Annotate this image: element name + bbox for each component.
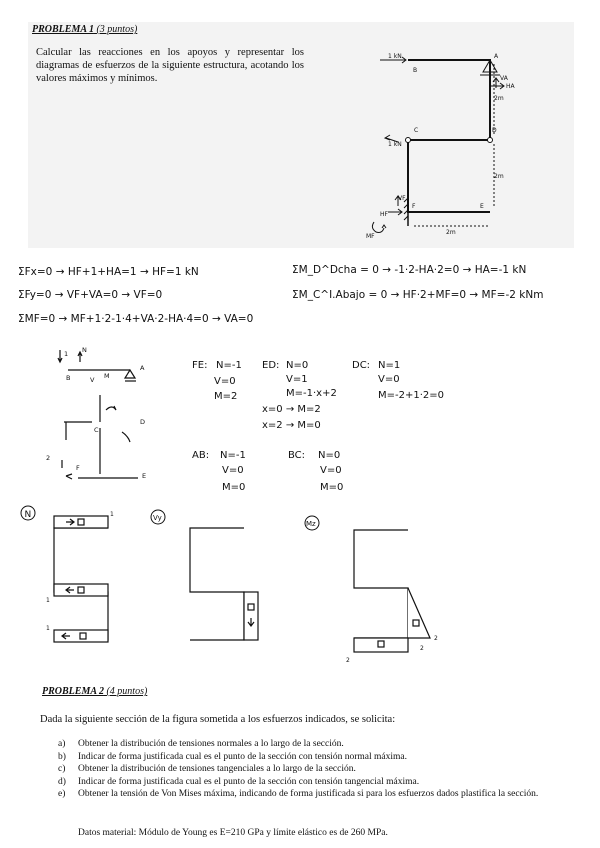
diagram-Mz-value-3: 2 bbox=[420, 645, 424, 652]
fbd-label-A: A bbox=[140, 364, 145, 372]
fbd-label-F: F bbox=[76, 464, 80, 472]
fbd-label-B: B bbox=[66, 374, 71, 382]
fbd-label-C: C bbox=[94, 426, 99, 434]
free-body-diagram bbox=[58, 350, 138, 479]
seg-AB-V: V=0 bbox=[222, 465, 244, 476]
reaction-MF: MF bbox=[366, 233, 375, 240]
problem1-statement: Calcular las reacciones en los apoyos y representar los diagramas de esfuerzos de la siguiente estructura, acotando los valores máximos y mínimos. bbox=[36, 47, 304, 84]
load-1: 1 kN bbox=[388, 53, 402, 60]
reaction-VA: VA bbox=[500, 75, 508, 82]
node-E: E bbox=[480, 203, 484, 210]
diagram-N-value-1: 1 bbox=[110, 511, 114, 518]
eq-md: ΣM_D^Dcha = 0 → -1·2-HA·2=0 → HA=-1 kN bbox=[292, 264, 527, 276]
diagram-N-label: N bbox=[24, 510, 32, 520]
diagram-Mz-value-1: 2 bbox=[434, 635, 438, 642]
seg-FE-name: FE: bbox=[192, 360, 208, 371]
fbd-label-V: V bbox=[90, 376, 95, 384]
seg-BC-N: N=0 bbox=[318, 450, 341, 461]
fbd-label-D: D bbox=[140, 418, 146, 426]
seg-ED-N: N=0 bbox=[286, 360, 309, 371]
seg-ED-M: M=-1·x+2 bbox=[286, 388, 337, 399]
node-B: B bbox=[413, 67, 418, 74]
diagram-N-value-2: 1 bbox=[46, 597, 50, 604]
dim-2: 2m bbox=[494, 173, 504, 180]
dim-1: 2m bbox=[494, 95, 504, 102]
load-2: 1 kN bbox=[388, 141, 402, 148]
task-letter: a) bbox=[58, 739, 66, 749]
seg-AB-name: AB: bbox=[192, 450, 210, 461]
diagram-Mz-value-2: 2 bbox=[346, 657, 350, 664]
seg-ED-V: V=1 bbox=[286, 374, 308, 385]
diagram-Vy bbox=[151, 510, 258, 640]
node-F: F bbox=[412, 203, 416, 210]
task-text: Obtener la tensión de Von Mises máxima, indicando de forma justificada si para los esfuerzos dados plastifica la sección. bbox=[78, 789, 539, 799]
task-text: Obtener la distribución de tensiones normales a lo largo de la sección. bbox=[78, 739, 344, 749]
seg-ED-name: ED: bbox=[262, 360, 280, 371]
problem1-title: PROBLEMA 1 bbox=[32, 24, 94, 35]
task-letter: d) bbox=[58, 776, 66, 787]
seg-DC-V: V=0 bbox=[378, 374, 400, 385]
reaction-HF: HF bbox=[380, 211, 388, 218]
task-letter: c) bbox=[58, 764, 66, 774]
task-letter: b) bbox=[58, 751, 66, 762]
task-text: Obtener la distribución de tensiones tangenciales a lo largo de la sección. bbox=[78, 764, 356, 774]
seg-FE-N: N=-1 bbox=[216, 360, 242, 371]
problem2-points: (4 puntos) bbox=[106, 686, 148, 697]
fbd-label-2: 2 bbox=[46, 454, 51, 462]
task-item bbox=[58, 751, 578, 764]
diagram-Mz bbox=[305, 516, 438, 664]
seg-DC-name: DC: bbox=[352, 360, 371, 371]
seg-BC-V: V=0 bbox=[320, 465, 342, 476]
fbd-label-M: M bbox=[104, 372, 110, 380]
seg-AB-M: M=0 bbox=[222, 482, 246, 493]
node-A: A bbox=[494, 53, 499, 60]
problem2-statement: Dada la siguiente sección de la figura sometida a los esfuerzos indicados, se solicita: bbox=[40, 714, 396, 725]
task-item bbox=[58, 763, 578, 776]
fbd-label-E: E bbox=[142, 472, 147, 480]
node-D: D bbox=[492, 127, 497, 134]
diagram-Mz-label: Mz bbox=[306, 520, 316, 528]
seg-ED-x0: x=0 → M=2 bbox=[262, 404, 321, 415]
diagram-Vy-label: Vy bbox=[153, 514, 162, 522]
eq-mc: ΣM_C^I.Abajo = 0 → HF·2+MF=0 → MF=-2 kNm bbox=[292, 289, 544, 301]
task-text: Indicar de forma justificada cual es el punto de la sección con tensión normal máxima. bbox=[78, 751, 407, 762]
problem2-title: PROBLEMA 2 bbox=[42, 686, 104, 697]
seg-DC-M: M=-2+1·2=0 bbox=[378, 390, 445, 401]
task-item bbox=[58, 788, 578, 801]
task-item bbox=[58, 776, 578, 789]
material-data: Datos material: Módulo de Young es E=210 GPa y límite elástico es de 260 MPa. bbox=[78, 828, 388, 838]
eq-fx: ΣFx=0 → HF+1+HA=1 → HF=1 kN bbox=[18, 266, 199, 278]
problem1-points: (3 puntos) bbox=[96, 24, 138, 35]
diagram-N-value-3: 1 bbox=[46, 625, 50, 632]
fbd-label-1: 1 bbox=[64, 350, 69, 358]
task-letter: e) bbox=[58, 789, 66, 799]
seg-BC-M: M=0 bbox=[320, 482, 344, 493]
eq-mf: ΣMF=0 → MF+1·2-1·4+VA·2-HA·4=0 → VA=0 bbox=[18, 313, 254, 325]
problem2-task-list bbox=[58, 738, 578, 801]
fbd-label-N: N bbox=[82, 346, 87, 354]
node-C: C bbox=[414, 127, 419, 134]
eq-fy: ΣFy=0 → VF+VA=0 → VF=0 bbox=[18, 289, 163, 301]
diagram-N bbox=[21, 506, 114, 642]
dim-3: 2m bbox=[446, 229, 456, 236]
seg-DC-N: N=1 bbox=[378, 360, 401, 371]
task-text: Indicar de forma justificada cual es el punto de la sección con tensión tangencial máxima. bbox=[78, 776, 420, 787]
seg-FE-M: M=2 bbox=[214, 391, 238, 402]
seg-FE-V: V=0 bbox=[214, 376, 236, 387]
reaction-VF: VF bbox=[398, 195, 406, 202]
task-item bbox=[58, 738, 578, 751]
reaction-HA: HA bbox=[506, 83, 515, 90]
problem2-heading bbox=[42, 686, 147, 697]
seg-AB-N: N=-1 bbox=[220, 450, 246, 461]
seg-ED-x2: x=2 → M=0 bbox=[262, 420, 321, 431]
seg-BC-name: BC: bbox=[288, 450, 306, 461]
